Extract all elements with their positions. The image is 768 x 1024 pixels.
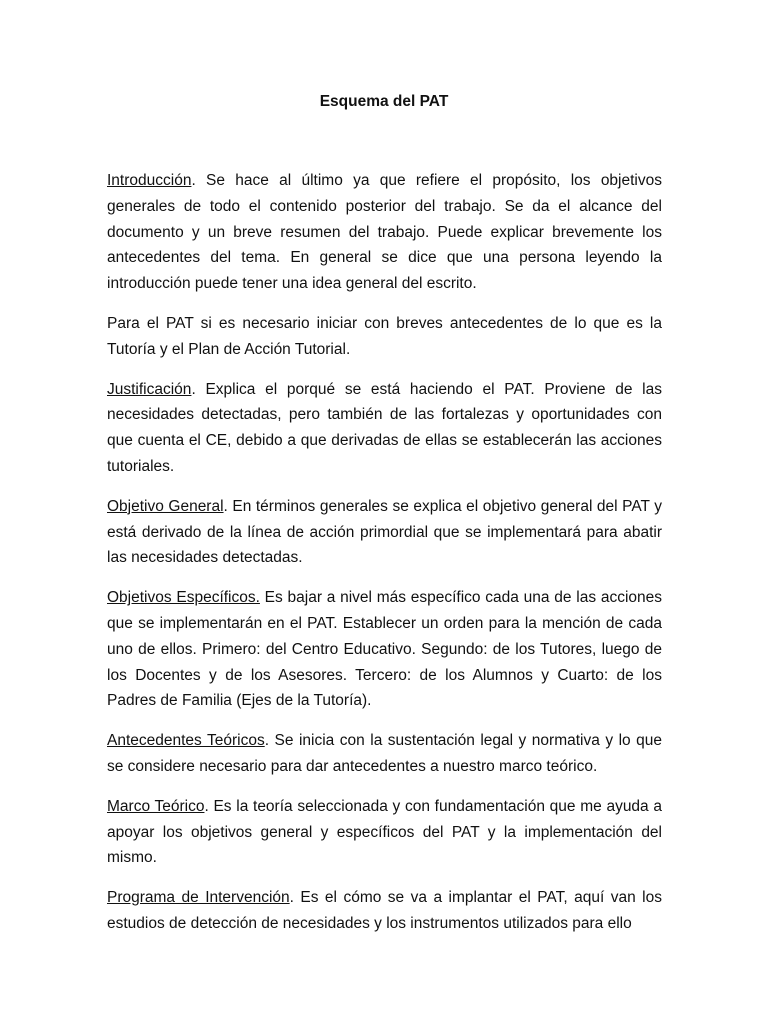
paragraph-heading: Marco Teórico (107, 797, 205, 815)
paragraph-text: . Se inicia con la sustentación legal y normativa y lo que se considere necesario para dar antecedentes a nuestro marco teórico. (107, 732, 662, 775)
paragraph-text: Para el PAT si es necesario iniciar con breves antecedentes de lo que es la Tutoría y el Plan de Acción Tutorial. (107, 314, 662, 358)
paragraph-introduccion (107, 168, 662, 297)
paragraph-text: . Es el cómo se va a implantar el PAT, aquí van los estudios de detección de necesidades y los instrumentos utilizados para ello (107, 889, 662, 932)
paragraph-heading: Justificación (107, 380, 192, 398)
paragraph-text: . Se hace al último ya que refiere el propósito, los objetivos generales de todo el contenido posterior del trabajo. Se da el alcance del documento y un breve resumen del trabajo. Puede explicar brevemente los antecedentes del tema. En general se dice que una persona leyendo la introducción puede tener una idea general del escrito. (107, 172, 662, 293)
paragraph-programa-intervencion (107, 885, 662, 937)
paragraph-heading: Objetivo General (107, 497, 224, 515)
paragraph-text: . Explica el porqué se está haciendo el PAT. Proviene de las necesidades detectadas, pero también de las fortalezas y oportunidades con que cuenta el CE, debido a que derivadas de ellas se establecerán las acciones tutoriales. (107, 380, 662, 475)
paragraph-heading: Objetivos Específicos. (107, 589, 260, 607)
paragraph-objetivos-especificos (107, 585, 662, 714)
paragraph-heading: Programa de Intervención (107, 889, 290, 907)
paragraph-text: . Es la teoría seleccionada y con fundamentación que me ayuda a apoyar los objetivos general y específicos del PAT y la implementación del mismo. (107, 797, 662, 867)
paragraph-antecedentes-teoricos (107, 728, 662, 780)
document-body (107, 168, 662, 951)
paragraph-text: Es bajar a nivel más específico cada una de las acciones que se implementarán en el PAT. Establecer un orden para la mención de cada uno de ellos. Primero: del Centro Educativo. Segundo: de los Tutores, luego de los Docentes y de los Asesores. Tercero: de los Alumnos y Cuarto: de los Padres de Familia (Ejes de la Tutoría). (107, 589, 663, 710)
paragraph-objetivo-general (107, 494, 662, 571)
paragraph-marco-teorico (107, 794, 662, 871)
paragraph-text: . En términos generales se explica el objetivo general del PAT y está derivado de la línea de acción primordial que se implementará para abatir las necesidades detectadas. (107, 497, 662, 567)
paragraph-justificacion (107, 377, 662, 480)
paragraph-heading: Antecedentes Teóricos (107, 732, 265, 750)
paragraph-heading: Introducción (107, 172, 192, 189)
document-title: Esquema del PAT (319, 93, 449, 110)
paragraph-pat-antecedentes (107, 311, 662, 363)
